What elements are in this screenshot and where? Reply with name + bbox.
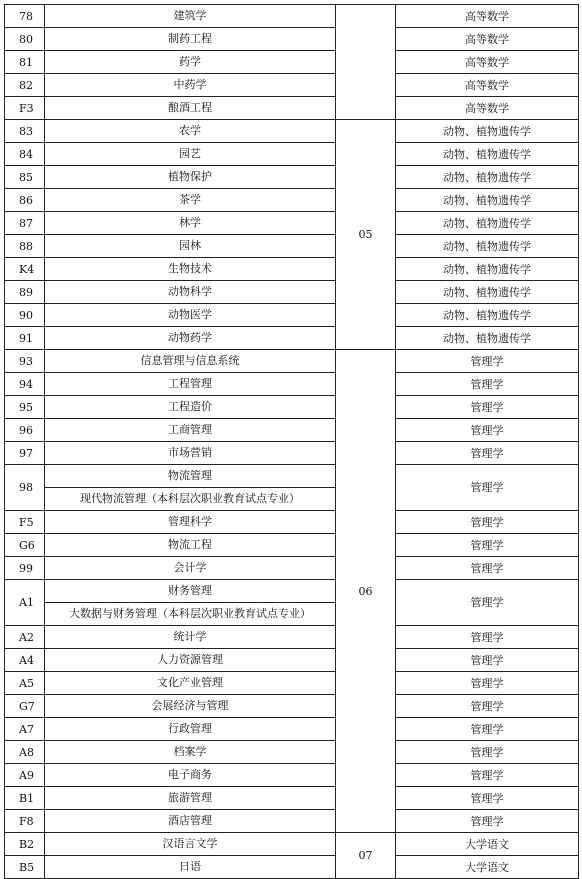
table-row [5, 281, 579, 304]
major-name: 现代物流管理（本科层次职业教育试点专业） [45, 487, 335, 510]
major-name-cell [45, 833, 336, 856]
major-name-cell [45, 212, 336, 235]
major-code-cell: G6 [5, 534, 45, 557]
major-code-cell: 81 [5, 51, 45, 74]
exam-subject-cell: 动物、植物遗传学 [396, 189, 579, 212]
major-code-cell: 97 [5, 442, 45, 465]
table-row [5, 120, 579, 143]
table-row [5, 580, 579, 626]
exam-subject-cell: 动物、植物遗传学 [396, 235, 579, 258]
major-name: 药学 [179, 55, 201, 68]
exam-subject-cell: 高等数学 [396, 51, 579, 74]
major-name-cell [45, 419, 336, 442]
major-name: 会展经济与管理 [151, 699, 229, 712]
exam-subject-cell: 动物、植物遗传学 [396, 120, 579, 143]
major-code-cell: B2 [5, 833, 45, 856]
table-row [5, 626, 579, 649]
major-name-cell [45, 787, 336, 810]
major-code-cell: 85 [5, 166, 45, 189]
table-row [5, 304, 579, 327]
exam-subject-cell: 管理学 [396, 580, 579, 626]
major-code-cell: A1 [5, 580, 45, 626]
major-name-cell [45, 764, 336, 787]
major-code-cell: 82 [5, 74, 45, 97]
exam-subject-cell: 动物、植物遗传学 [396, 212, 579, 235]
group-code-cell: 05 [336, 120, 396, 350]
major-name: 园林 [179, 239, 201, 252]
major-code-cell: A2 [5, 626, 45, 649]
table-row [5, 212, 579, 235]
major-name: 酿酒工程 [168, 101, 212, 114]
major-name: 会计学 [173, 561, 207, 574]
major-name-cell [45, 166, 336, 189]
table-row [5, 764, 579, 787]
major-name: 工商管理 [168, 423, 212, 436]
major-code-cell: 95 [5, 396, 45, 419]
major-code-cell: A5 [5, 672, 45, 695]
major-name-cell [45, 235, 336, 258]
table-row [5, 419, 579, 442]
table-row [5, 695, 579, 718]
table-body [5, 5, 579, 879]
exam-subject-cell: 管理学 [396, 649, 579, 672]
exam-subject-cell: 管理学 [396, 672, 579, 695]
table-row [5, 97, 579, 120]
major-name-cell [45, 741, 336, 764]
major-name: 工程管理 [168, 377, 212, 390]
table-row [5, 258, 579, 281]
major-name-cell [45, 810, 336, 833]
major-code-cell: G7 [5, 695, 45, 718]
major-name-cell [45, 718, 336, 741]
major-name-cell [45, 281, 336, 304]
major-name-cell [45, 856, 336, 879]
major-name: 物流管理 [168, 469, 212, 482]
exam-subject-cell: 大学语文 [396, 833, 579, 856]
major-name-cell [45, 97, 336, 120]
exam-subject-cell: 管理学 [396, 373, 579, 396]
major-name-cell [45, 465, 336, 511]
table-row [5, 465, 579, 511]
major-code-cell: 93 [5, 350, 45, 373]
major-code-cell: 88 [5, 235, 45, 258]
table-row [5, 718, 579, 741]
major-name: 市场营销 [168, 446, 212, 459]
major-name-cell [45, 373, 336, 396]
major-name: 建筑学 [173, 9, 207, 22]
exam-subject-cell: 管理学 [396, 810, 579, 833]
major-name-cell [45, 695, 336, 718]
major-name: 林学 [179, 216, 201, 229]
exam-subject-cell: 高等数学 [396, 28, 579, 51]
table-row [5, 51, 579, 74]
major-code-cell: F3 [5, 97, 45, 120]
exam-subject-cell: 管理学 [396, 350, 579, 373]
exam-subject-cell: 管理学 [396, 442, 579, 465]
major-code-cell: F5 [5, 511, 45, 534]
table-row [5, 350, 579, 373]
table-row [5, 189, 579, 212]
exam-subject-cell: 动物、植物遗传学 [396, 258, 579, 281]
exam-subject-cell: 高等数学 [396, 97, 579, 120]
major-code-cell: A9 [5, 764, 45, 787]
major-code-cell: 80 [5, 28, 45, 51]
table-row [5, 5, 579, 28]
major-name-cell [45, 143, 336, 166]
major-name: 文化产业管理 [157, 676, 223, 689]
major-code-cell: 83 [5, 120, 45, 143]
table-row [5, 511, 579, 534]
major-name-cell [45, 120, 336, 143]
table-row [5, 787, 579, 810]
major-name-cell [45, 580, 336, 626]
table-row [5, 534, 579, 557]
major-code-cell: 78 [5, 5, 45, 28]
exam-subject-cell: 动物、植物遗传学 [396, 166, 579, 189]
major-name-cell [45, 258, 336, 281]
exam-subject-cell: 管理学 [396, 534, 579, 557]
exam-subject-cell: 高等数学 [396, 74, 579, 97]
major-name: 生物技术 [168, 262, 212, 275]
major-name-cell [45, 28, 336, 51]
table-row [5, 649, 579, 672]
enrollment-subject-table [4, 4, 579, 879]
table-row [5, 166, 579, 189]
exam-subject-cell: 管理学 [396, 626, 579, 649]
major-code-cell: 94 [5, 373, 45, 396]
major-name: 动物医学 [168, 308, 212, 321]
major-name: 农学 [179, 124, 201, 137]
major-name: 物流工程 [168, 538, 212, 551]
major-name-cell [45, 534, 336, 557]
exam-subject-cell: 大学语文 [396, 856, 579, 879]
table-row [5, 327, 579, 350]
table-row [5, 741, 579, 764]
major-name-cell [45, 304, 336, 327]
major-name: 档案学 [173, 745, 207, 758]
table-row [5, 28, 579, 51]
major-name-cell [45, 189, 336, 212]
exam-subject-cell: 管理学 [396, 695, 579, 718]
major-name: 大数据与财务管理（本科层次职业教育试点专业） [45, 602, 335, 625]
major-name: 日语 [179, 860, 201, 873]
major-name: 管理科学 [168, 515, 212, 528]
major-name: 电子商务 [168, 768, 212, 781]
major-name: 信息管理与信息系统 [140, 354, 240, 367]
major-code-cell: B5 [5, 856, 45, 879]
major-name-cell [45, 672, 336, 695]
exam-subject-cell: 动物、植物遗传学 [396, 327, 579, 350]
exam-subject-cell: 管理学 [396, 511, 579, 534]
table-row [5, 373, 579, 396]
major-code-cell: 89 [5, 281, 45, 304]
exam-subject-cell: 管理学 [396, 787, 579, 810]
exam-subject-cell: 动物、植物遗传学 [396, 304, 579, 327]
exam-subject-cell: 管理学 [396, 419, 579, 442]
table-row [5, 396, 579, 419]
major-code-cell: 99 [5, 557, 45, 580]
major-code-cell: 86 [5, 189, 45, 212]
exam-subject-cell: 高等数学 [396, 5, 579, 28]
major-name: 制药工程 [168, 32, 212, 45]
major-name: 工程造价 [168, 400, 212, 413]
major-name-cell [45, 327, 336, 350]
major-code-cell: F8 [5, 810, 45, 833]
major-name-cell [45, 557, 336, 580]
major-name-cell [45, 5, 336, 28]
major-code-cell: 87 [5, 212, 45, 235]
table-row [5, 235, 579, 258]
major-code-cell: B1 [5, 787, 45, 810]
exam-subject-cell: 管理学 [396, 557, 579, 580]
major-name-cell [45, 396, 336, 419]
exam-subject-cell: 管理学 [396, 396, 579, 419]
major-name: 旅游管理 [168, 791, 212, 804]
major-name: 人力资源管理 [157, 653, 223, 666]
exam-subject-cell: 管理学 [396, 718, 579, 741]
table-row [5, 557, 579, 580]
major-name: 行政管理 [168, 722, 212, 735]
group-code-cell [336, 5, 396, 120]
table-row [5, 143, 579, 166]
group-code-cell: 06 [336, 350, 396, 833]
major-name-cell [45, 51, 336, 74]
major-code-cell: A7 [5, 718, 45, 741]
table-row [5, 672, 579, 695]
table-row [5, 833, 579, 856]
major-code-cell: 96 [5, 419, 45, 442]
major-code-cell: A8 [5, 741, 45, 764]
exam-subject-cell: 管理学 [396, 764, 579, 787]
table-row [5, 74, 579, 97]
major-name-cell [45, 511, 336, 534]
major-name: 财务管理 [168, 584, 212, 597]
major-code-cell: A4 [5, 649, 45, 672]
exam-subject-cell: 管理学 [396, 465, 579, 511]
table-row [5, 856, 579, 879]
major-code-cell: 84 [5, 143, 45, 166]
major-name: 中药学 [173, 78, 207, 91]
major-code-cell: K4 [5, 258, 45, 281]
table-row [5, 810, 579, 833]
major-name-cell [45, 350, 336, 373]
major-code-cell: 98 [5, 465, 45, 511]
table-row [5, 442, 579, 465]
major-name-cell [45, 649, 336, 672]
major-name-cell [45, 626, 336, 649]
major-name: 汉语言文学 [162, 837, 218, 850]
major-name: 植物保护 [168, 170, 212, 183]
major-name: 动物药学 [168, 331, 212, 344]
major-code-cell: 91 [5, 327, 45, 350]
major-code-cell: 90 [5, 304, 45, 327]
major-name: 酒店管理 [168, 814, 212, 827]
major-name-cell [45, 442, 336, 465]
exam-subject-cell: 管理学 [396, 741, 579, 764]
major-name: 茶学 [179, 193, 201, 206]
exam-subject-cell: 动物、植物遗传学 [396, 143, 579, 166]
major-name-cell [45, 74, 336, 97]
major-name: 动物科学 [168, 285, 212, 298]
group-code-cell: 07 [336, 833, 396, 879]
major-name: 园艺 [179, 147, 201, 160]
major-name: 统计学 [173, 630, 207, 643]
exam-subject-cell: 动物、植物遗传学 [396, 281, 579, 304]
